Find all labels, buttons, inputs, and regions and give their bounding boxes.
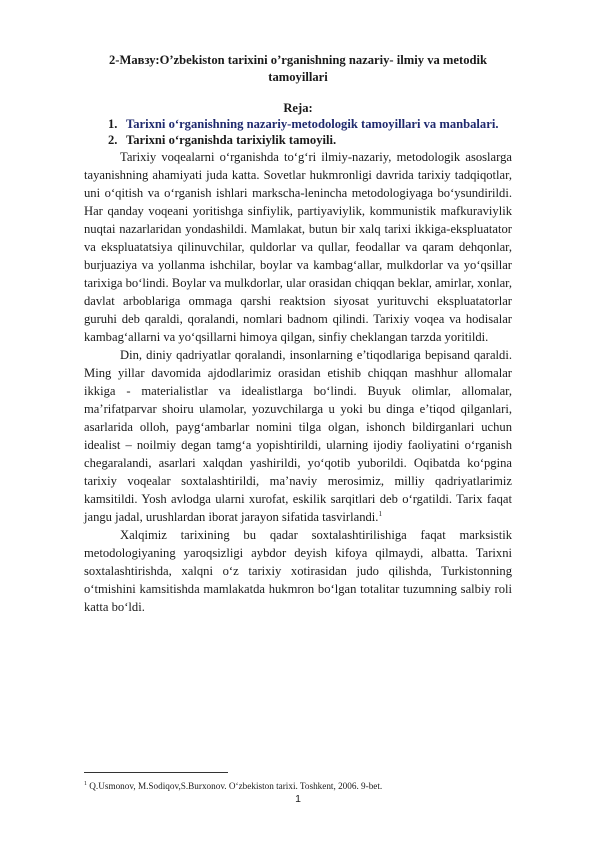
- plan-item-number: 1.: [108, 117, 118, 131]
- footnote: [84, 778, 512, 792]
- paragraph: [84, 346, 512, 526]
- page-number: 1: [295, 793, 301, 805]
- plan-item-text: Tarixni o‘rganishda tarixiylik tamoyili.: [126, 133, 337, 147]
- plan-item-text: Tarixni o‘rganishning nazariy-metodologik tamoyillari va manbalari.: [126, 117, 499, 131]
- footnote-text: Q.Usmonov, M.Sodiqov,S.Burxonov. O‘zbekiston tarixi. Toshkent, 2006. 9-bet.: [87, 781, 383, 792]
- paragraph: [84, 526, 512, 616]
- paragraph: [84, 148, 512, 346]
- document-title: 2-Мавзу:O’zbekiston tarixini o’rganishning nazariy- ilmiy va metodik tamoyillari: [108, 53, 488, 84]
- plan-item: [108, 132, 498, 148]
- plan-item: [108, 116, 498, 132]
- footnote-separator: [84, 772, 228, 773]
- footnote-reference[interactable]: 1: [378, 509, 382, 518]
- paragraph-text: Tarixiy voqealarni o‘rganishda to‘g‘ri ilmiy-nazariy, metodologik asoslarga tayanishning ahamiyati juda katta. Sovetlar hukmronligi davrida tarixiy tadqiqotlar, uni o‘qitish va o‘rganish ishlari markscha-lenincha metodologiyaga bo‘ysundirildi. Har qanday voqeani yoritishga sinfiylik, partiyaviylik, kommunistik mafkuraviylik nuqtai nazarlaridan yondashildi. Mamlakat, butun bir xalq tarixi ikkiga-ekspluatator va ekspluatatsiya qilinuvchilar, quldorlar va qullar, feodallar va qaram dehqonlar, burjuaziya va yollanma ishchilar, boylar va kambag‘allar, mulkdorlar va yo‘qsillar tarixiga bo‘lindi. Boylar va mulkdorlar, ular orasidan chiqqan beklar, amirlar, xonlar, davlat arboblariga ommaga qarshi reaktsion siyosat yurituvchi ekspluatatorlar guruhi deb qaraldi, qoralandi, nomlari badnom qilindi. Tarixiy voqea va hodisalar kambag‘allarni va yo‘qsillarni himoya qilgan, sinfiy cheklangan tarzda yoritildi.: [84, 150, 512, 344]
- plan-list: [108, 116, 498, 148]
- body-text: [84, 148, 512, 616]
- plan-item-number: 2.: [108, 133, 118, 147]
- plan-heading: Reja:: [283, 101, 313, 115]
- footnote-mark: 1: [84, 781, 87, 787]
- paragraph-text: Xalqimiz tarixining bu qadar soxtalashtirilishiga faqat marksistik metodologiyaning yaroqsizligi aybdor deyish kifoya qilmaydi, albatta. Tarixni soxtalashtirishda, xalqni o‘z tarixiy xotirasidan judo qilishda, Turkistonning o‘tmishini kamsitishda mamlakatda hukmron bo‘lgan totalitar tuzumning salbiy roli katta bo‘ldi.: [84, 528, 512, 614]
- paragraph-text: Din, diniy qadriyatlar qoralandi, insonlarning e’tiqodlariga bepisand qaraldi. Ming yillar davomida ajdodlarimiz orasidan etishib chiqqan mashhur allomalar ikkiga - materialistlar va idealistlarga bo‘lindi. Buyuk olimlar, allomalar, ma’rifatparvar shoiru ulamolar, yozuvchilarga u yoki bu dinga e’tiqod qilganlari, asarlarida olloh, payg‘ambarlar nomini tilga olgan, ishonch bildirganlari uchun idealist – noilmiy degan tamg‘a yopishtirildi, ularning ijodiy faoliyatini o‘rganish chegaralandi, asarlari xalqdan yashirildi, yo‘qotib yuborildi. Oqibatda ko‘pgina tarixiy voqealar soxtalashtirildi, ma’naviy merosimiz, milliy qadriyatlarimiz kamsitildi. Yosh avlodga ularni xurofat, eskilik sarqitlari deb o‘rgatildi. Tarix faqat jangu jadal, urushlardan iborat jarayon sifatida tasvirlandi.: [84, 348, 512, 524]
